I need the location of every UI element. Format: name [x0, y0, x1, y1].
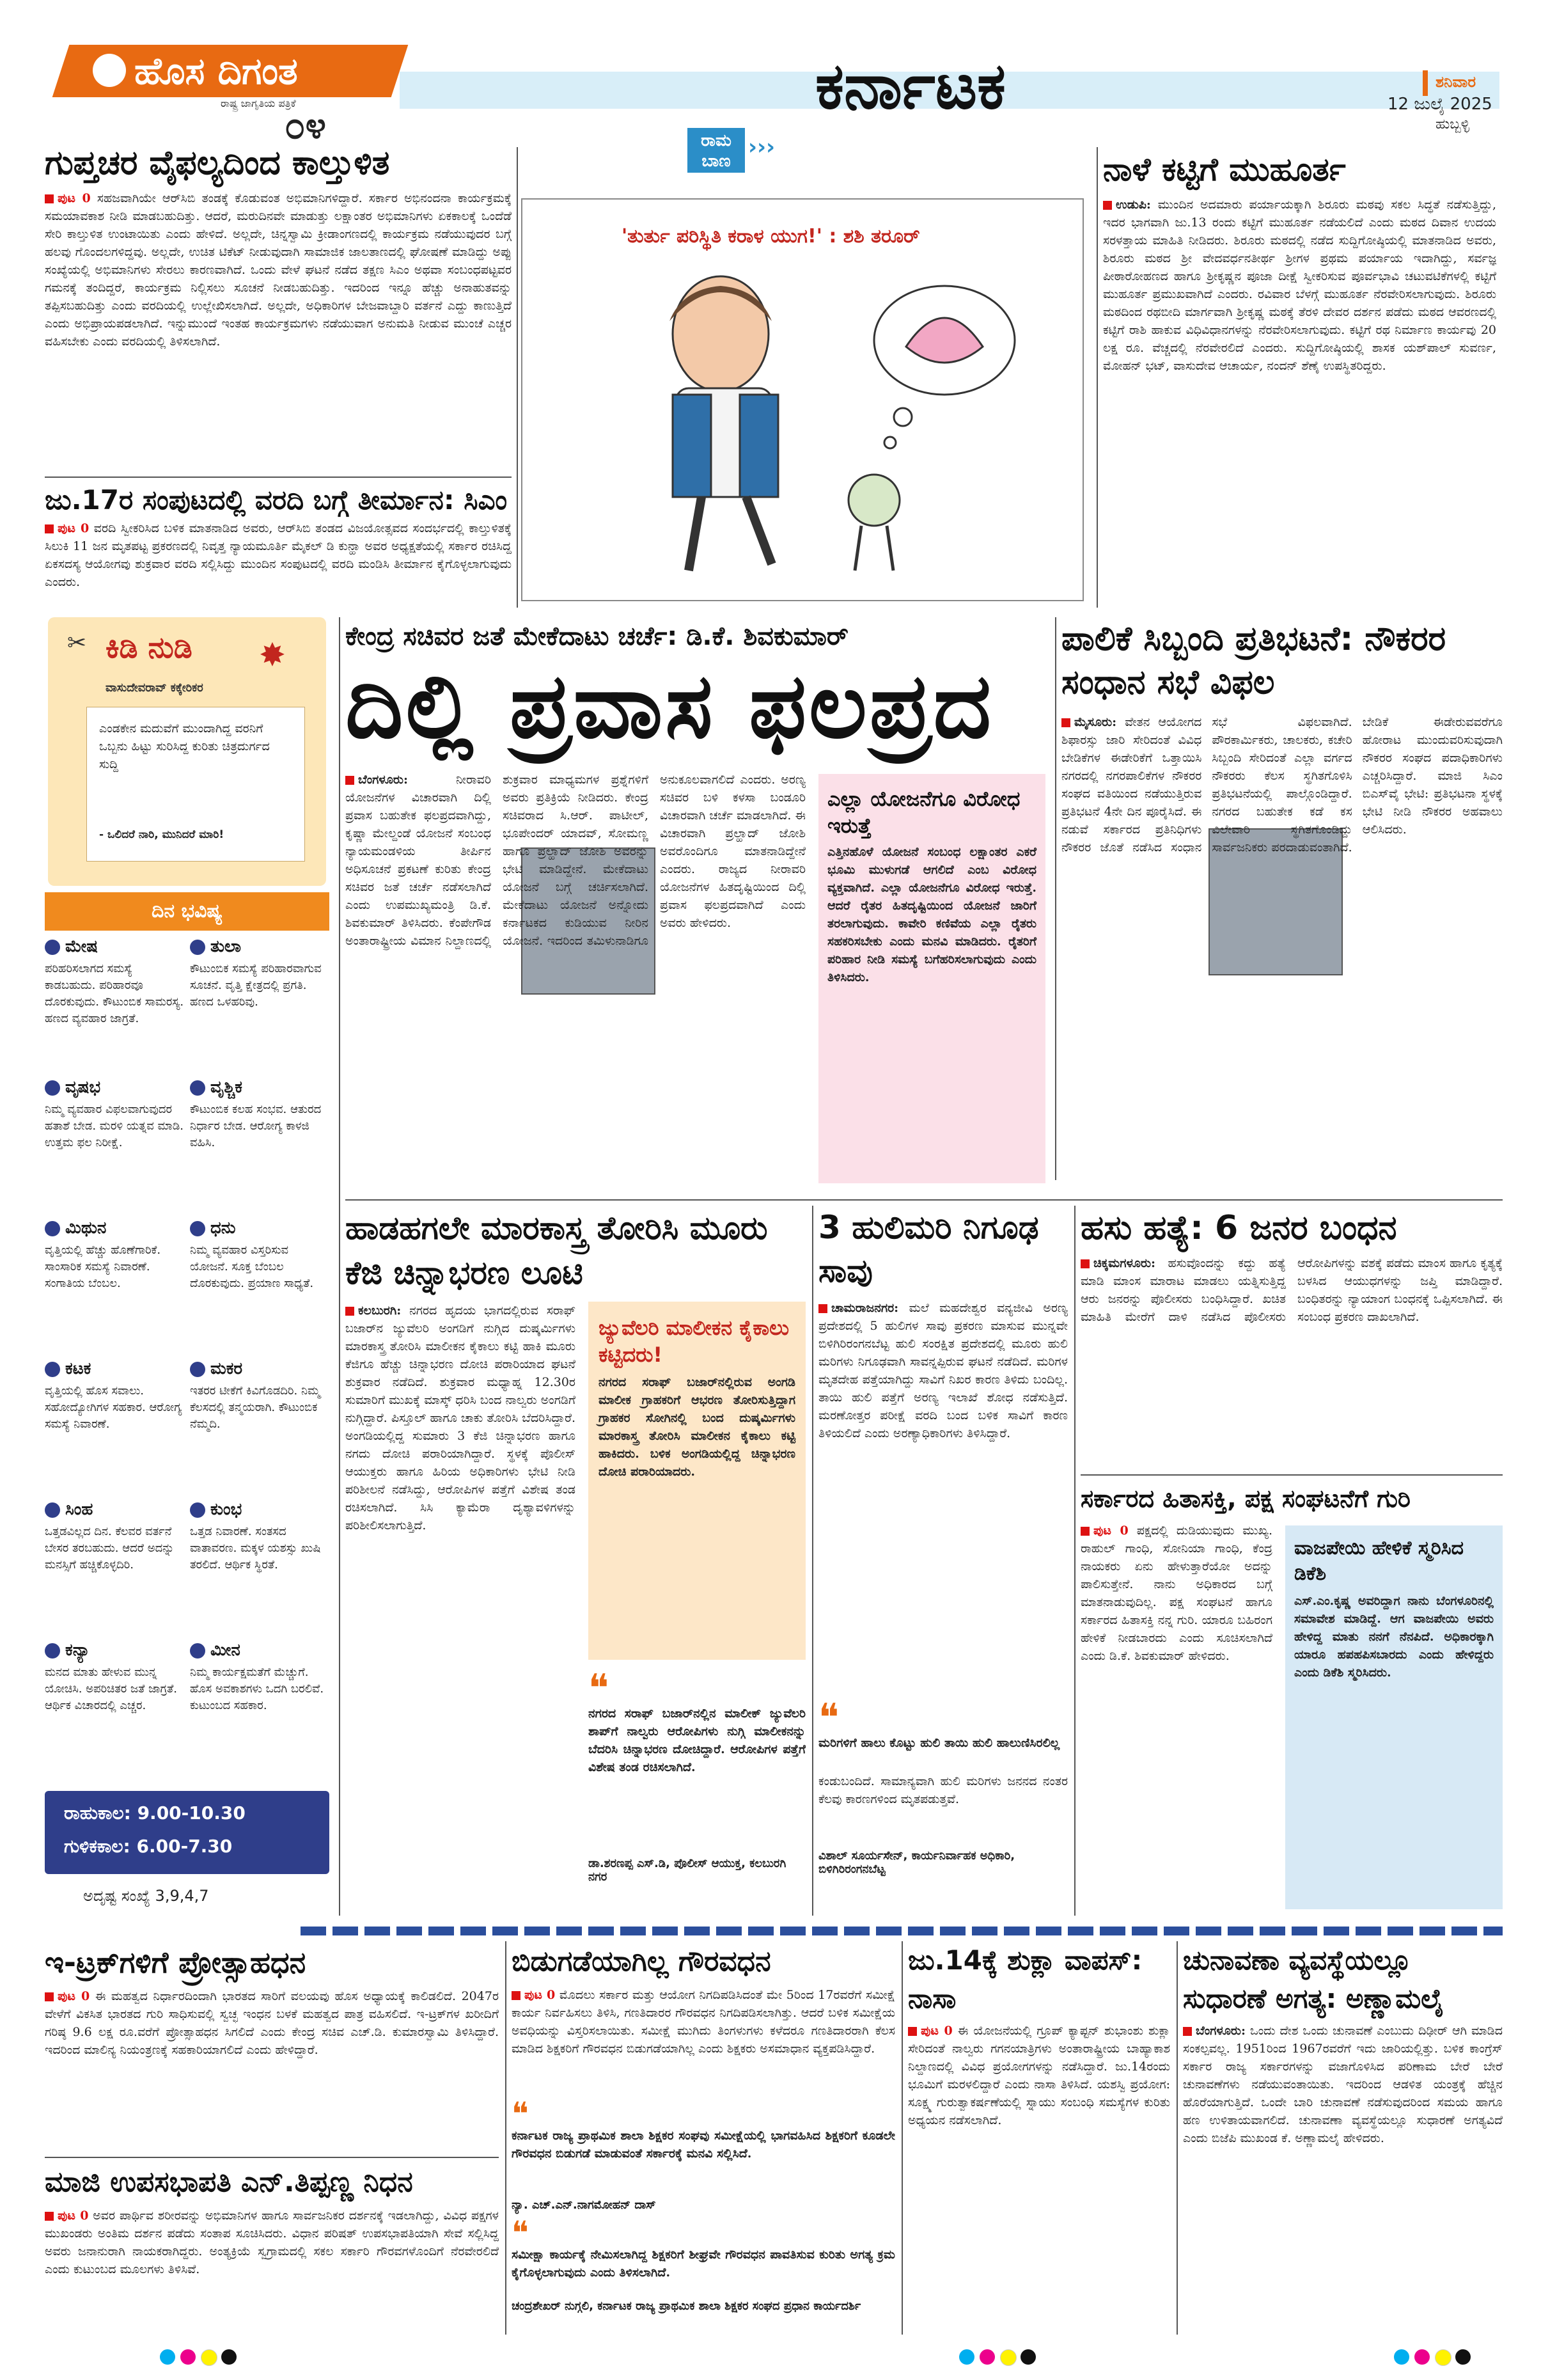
sign-text: ಒತ್ತಡವಿಲ್ಲದ ದಿನ. ಕೆಲವರ ವರ್ತನೆ ಬೇಸರ ತರಬಹುದು. ಆದರೆ ಅದನ್ನು ಮನಸ್ಸಿಗೆ ಹಚ್ಚಿಕೊಳ್ಳದಿರಿ.: [45, 1525, 175, 1572]
quote-text: ಸಮೀಕ್ಷಾ ಕಾರ್ಯಕ್ಕೆ ನೇಮಿಸಲಾಗಿದ್ದ ಶಿಕ್ಷಕರಿಗೆ ಶೀಘ್ರವೇ ಗೌರವಧನ ಪಾವತಿಸುವ ಕುರಿತು ಅಗತ್ಯ ಕ್ರಮ ಕೈಗೊಳ್ಳಲಾಗುವುದು ಎಂದು ತಿಳಿಸಲಾಗಿದೆ.: [512, 2248, 895, 2280]
sign-text: ಒತ್ತಡ ನಿವಾರಣೆ. ಸಂತಸದ ವಾತಾವರಣ. ಮಕ್ಕಳ ಯಶಸ್ಸು ಖುಷಿ ತರಲಿದೆ. ಆರ್ಥಿಕ ಸ್ಥಿರತೆ.: [190, 1525, 321, 1572]
sign-text: ನಿಮ್ಮ ವ್ಯವಹಾರ ವಿಸ್ತರಿಸುವ ಯೋಜನೆ. ಸೂಕ್ತ ಬೆಂಬಲ ದೊರಕುವುದು. ಪ್ರಯಾಣ ಸಾಧ್ಯತೆ.: [190, 1243, 314, 1290]
horoscope-sign: [45, 1218, 184, 1354]
quote-icon: ❝: [588, 1666, 609, 1711]
story-body: ಪುಟ 0 ಅವರ ಪಾರ್ಥಿವ ಶರೀರವನ್ನು ಅಭಿಮಾನಿಗಳ ಹಾಗೂ ಸಾರ್ವಜನಿಕರ ದರ್ಶನಕ್ಕೆ ಇಡಲಾಗಿದ್ದು, ವಿವಿಧ ಪಕ್ಷಗಳ ಮುಖಂಡರು ಅಂತಿಮ ದರ್ಶನ ಪಡೆದು ಸಂತಾಪ ಸೂಚಿಸಿದರು. ವಿಧಾನ ಪರಿಷತ್ ಉಪಸಭಾಪತಿಯಾಗಿ ಸೇವೆ ಸಲ್ಲಿಸಿದ್ದ ಅವರು ಜನಾನುರಾಗಿ ನಾಯಕರಾಗಿದ್ದರು. ಅಂತ್ಯಕ್ರಿಯೆ ಸ್ವಗ್ರಾಮದಲ್ಲಿ ಸಕಲ ಸರ್ಕಾರಿ ಗೌರವಗಳೊಂದಿಗೆ ನೆರವೇರಲಿದೆ ಎಂದು ಕುಟುಂಬದ ಮೂಲಗಳು ತಿಳಿಸಿವೆ.: [45, 2209, 499, 2276]
story-body: ಕಲಬುರಗಿ: ನಗರದ ಹೃದಯ ಭಾಗದಲ್ಲಿರುವ ಸರಾಫ್ ಬಜಾರ್‌ನ ಜ್ಯುವೆಲರಿ ಅಂಗಡಿಗೆ ನುಗ್ಗಿದ ದುಷ್ಕರ್ಮಿಗಳು ಮಾರಕಾಸ್ತ್ರ ತೋರಿಸಿ ಮಾಲೀಕನ ಕೈಕಾಲು ಕಟ್ಟಿ ಹಾಕಿ ಮೂರು ಕೆಜಿಗೂ ಹೆಚ್ಚು ಚಿನ್ನಾಭರಣ ದೋಚಿ ಪರಾರಿಯಾದ ಘಟನೆ ಶುಕ್ರವಾರ ನಡೆದಿದೆ. ಶುಕ್ರವಾರ ಮಧ್ಯಾಹ್ನ 12.30ರ ಸುಮಾರಿಗೆ ಮುಖಕ್ಕೆ ಮಾಸ್ಕ್ ಧರಿಸಿ ಬಂದ ನಾಲ್ವರು ಅಂಗಡಿಗೆ ನುಗ್ಗಿದ್ದಾರೆ. ಪಿಸ್ತೂಲ್ ಹಾಗೂ ಚಾಕು ತೋರಿಸಿ ಬೆದರಿಸಿದ್ದಾರೆ. ಅಂಗಡಿಯಲ್ಲಿದ್ದ ಸುಮಾರು 3 ಕೆಜಿ ಚಿನ್ನಾಭರಣ ಹಾಗೂ ನಗದು ದೋಚಿ ಪರಾರಿಯಾಗಿದ್ದಾರೆ. ಸ್ಥಳಕ್ಕೆ ಪೊಲೀಸ್ ಆಯುಕ್ತರು ಹಾಗೂ ಹಿರಿಯ ಅಧಿಕಾರಿಗಳು ಭೇಟಿ ನೀಡಿ ಪರಿಶೀಲನೆ ನಡೆಸಿದ್ದು, ಆರೋಪಿಗಳ ಪತ್ತೆಗೆ ವಿಶೇಷ ತಂಡ ರಚಿಸಲಾಗಿದೆ. ಸಿಸಿ ಕ್ಯಾಮೆರಾ ದೃಶ್ಯಾವಳಿಗಳನ್ನು ಪರಿಶೀಲಿಸಲಾಗುತ್ತಿದೆ.: [345, 1304, 575, 1533]
story-body: ಪುಟ 0 ಪಕ್ಷದಲ್ಲಿ ದುಡಿಯುವುದು ಮುಖ್ಯ. ರಾಹುಲ್ ಗಾಂಧಿ, ಸೋನಿಯಾ ಗಾಂಧಿ, ಕೆಂದ್ರ ನಾಯಕರು ಏನು ಹೇಳುತ್ತಾರೆಯೋ ಅದನ್ನು ಪಾಲಿಸುತ್ತೇನೆ. ನಾನು ಅಧಿಕಾರದ ಬಗ್ಗೆ ಮಾತನಾಡುವುದಿಲ್ಲ. ಪಕ್ಷ ಸಂಘಟನೆ ಹಾಗೂ ಸರ್ಕಾರದ ಹಿತಾಸಕ್ತಿ ನನ್ನ ಗುರಿ. ಯಾರೂ ಬಹಿರಂಗ ಹೇಳಿಕೆ ನೀಡಬಾರದು ಎಂದು ಸೂಚಿಸಲಾಗಿದೆ ಎಂದು ಡಿ.ಕೆ. ಶಿವಕುಮಾರ್ ಹೇಳಿದರು.: [1081, 1524, 1272, 1663]
cartoon-caption: 'ತುರ್ತು ಪರಿಸ್ಥಿತಿ ಕರಾಳ ಯುಗ!' : ಶಶಿ ತರೂರ್: [622, 225, 920, 248]
sign-name: ತುಲಾ: [210, 937, 242, 956]
logo-text: ಹೊಸ ದಿಗಂತ: [134, 49, 298, 93]
story-delhi-visit: [345, 617, 1049, 1193]
quote-text: ನಗರದ ಸರಾಫ್ ಬಜಾರ್‌ನಲ್ಲಿನ ಮಾಲೀಕ್ ಜ್ಯುವೆಲರಿ ಶಾಪ್‌ಗೆ ನಾಲ್ವರು ಆರೋಪಿಗಳು ನುಗ್ಗಿ ಮಾಲೀಕನನ್ನು ಬೆದರಿಸಿ ಚಿನ್ನಾಭರಣ ದೋಚಿದ್ದಾರೆ. ಆರೋಪಿಗಳ ಪತ್ತೆಗೆ ವಿಶೇಷ ತಂಡ ರಚಿಸಲಾಗಿದೆ.: [588, 1706, 806, 1774]
story-palike-protest: [1061, 617, 1503, 1180]
zodiac-icon: [190, 1502, 205, 1518]
cartoon-panel[interactable]: [521, 198, 1084, 601]
headline[interactable]: ನಾಳೆ ಕಟ್ಟಿಗೆ ಮುಹೂರ್ತ: [1103, 151, 1346, 188]
scissors-icon: ✂: [67, 630, 87, 656]
horoscope-sign: [190, 1078, 329, 1213]
story-gold-robbery: [345, 1206, 806, 1916]
quote-icon: ❝: [818, 1696, 840, 1740]
headline[interactable]: ಇ-ಟ್ರಕ್‌ಗಳಿಗೆ ಪ್ರೋತ್ಸಾಹಧನ: [45, 1945, 306, 1980]
kidi-nudi-column: [48, 617, 326, 886]
sign-text: ವೃತ್ತಿಯಲ್ಲಿ ಹೊಸ ಸವಾಲು. ಸಹೋದ್ಯೋಗಿಗಳ ಸಹಕಾರ. ಆರೋಗ್ಯ ಸಮಸ್ಯೆ ನಿವಾರಣೆ.: [45, 1384, 182, 1431]
sign-text: ಕೌಟುಂಬಿಕ ಕಲಹ ಸಂಭವ. ಆತುರದ ನಿರ್ಧಾರ ಬೇಡ. ಆರೋಗ್ಯ ಕಾಳಜಿ ವಹಿಸಿ.: [190, 1103, 322, 1149]
page-number: ೦೪: [285, 104, 326, 147]
sidebar-owner-tied: [588, 1302, 806, 1660]
story-body: ಉಡುಪಿ: ಮುಂದಿನ ಅದಮಾರು ಪರ್ಯಾಯಕ್ಕಾಗಿ ಶಿರೂರು ಮಠವು ಸಕಲ ಸಿದ್ಧತೆ ನಡೆಸುತ್ತಿದ್ದು, ಇದರ ಭಾಗವಾಗಿ ಜು.13 ರಂದು ಕಟ್ಟಿಗೆ ಮುಹೂರ್ತ ನಡೆಯಲಿದೆ ಎಂದು ಮಠದ ದಿವಾನ ಉದಯ ಸರಳತ್ತಾಯ ಮಾಹಿತಿ ನೀಡಿದರು. ಶಿರೂರು ಮಠದಲ್ಲಿ ನಡೆದ ಸುದ್ದಿಗೋಷ್ಠಿಯಲ್ಲಿ ಮಾತನಾಡಿದ ಅವರು, ಶಿರೂರು ಮಠದ ಶ್ರೀ ವೇದವರ್ಧನತೀರ್ಥ ಶ್ರೀಗಳ ಪ್ರಥಮ ಪರ್ಯಾಯ ಇದಾಗಿದ್ದು, ಸರ್ವಜ್ಞ ಪೀಠಾರೋಹಣದ ಹಾಗೂ ಶ್ರೀಕೃಷ್ಣನ ಪೂಜಾ ದೀಕ್ಷೆ ಸ್ವೀಕರಿಸುವ ಪೂರ್ವಭಾವಿ ಚಟುವಟಿಕೆಗಳಲ್ಲಿ ಕಟ್ಟಿಗೆ ಮುಹೂರ್ತ ಪ್ರಮುಖವಾಗಿದೆ ಎಂದರು. ರವಿವಾರ ಬೆಳಗ್ಗೆ ಮುಹೂರ್ತ ನೆರವೇರಿಸಲಾಗುವುದು. ಶಿರೂರು ಮಠದಿಂದ ರಥಬೀದಿ ಮಾರ್ಗವಾಗಿ ಶ್ರೀಕೃಷ್ಣ ಮಠಕ್ಕೆ ತೆರಳಿ ದೇವರ ದರ್ಶನ ಪಡೆದು ಮಠದ ಆವರಣದಲ್ಲಿ ಕಟ್ಟಿಗೆ ರಾಶಿ ಹಾಕುವ ವಿಧಿವಿಧಾನಗಳನ್ನು ನೆರವೇರಿಸಲಾಗುವುದು. ಕಟ್ಟಿಗೆ ರಥ ನಿರ್ಮಾಣ ಕಾರ್ಯವು 20 ಲಕ್ಷ ರೂ. ವೆಚ್ಚದಲ್ಲಿ ನೆರವೇರಲಿದೆ ಎಂದರು. ಸುದ್ದಿಗೋಷ್ಠಿಯಲ್ಲಿ ಶಾಸಕ ಯಶ್‌ಪಾಲ್ ಸುವರ್ಣ, ಮೋಹನ್ ಭಟ್, ವಾಸುದೇವ ಆಚಾರ್ಯ, ನಂದನ್ ಶೆಣೈ ಉಪಸ್ಥಿತರಿದ್ದರು.: [1103, 198, 1496, 373]
section-title: ಕರ್ನಾಟಕ: [815, 49, 1006, 123]
rahukala: ರಾಹುಕಾಲ: 9.00-10.30: [64, 1802, 246, 1824]
quote-headline: ಮರಿಗಳಿಗೆ ಹಾಲು ಕೊಟ್ಟು ಹುಲಿ ತಾಯಿ ಹುಲಿ ಹಾಲುಣಿಸಿರಲಿಲ್ಲ: [818, 1736, 1060, 1750]
ramabana-badge: ರಾಮ ಬಾಣ: [687, 128, 745, 173]
sign-text: ವೃತ್ತಿಯಲ್ಲಿ ಹೆಚ್ಚು ಹೊಣೆಗಾರಿಕೆ. ಸಾಂಸಾರಿಕ ಸಮಸ್ಯೆ ನಿವಾರಣೆ. ಸಂಗಾತಿಯ ಬೆಂಬಲ.: [45, 1243, 161, 1290]
sign-name: ಕುಂಭ: [210, 1500, 242, 1519]
sidebar-opposition: [818, 774, 1045, 1183]
issue-day: ಶನಿವಾರ: [1435, 73, 1476, 91]
horoscope-sign: [45, 1641, 184, 1776]
chevrons-icon: ›››: [748, 134, 776, 160]
sign-name: ಮಕರ: [210, 1359, 243, 1378]
sidebar-body: ಎತ್ತಿನಹೊಳೆ ಯೋಜನೆ ಸಂಬಂಧ ಲಕ್ಷಾಂತರ ಎಕರೆ ಭೂಮಿ ಮುಳುಗಡೆ ಆಗಲಿದೆ ಎಂಬ ವಿರೋಧ ವ್ಯಕ್ತವಾಗಿದೆ. ಎಲ್ಲಾ ಯೋಜನೆಗೂ ವಿರೋಧ ಇರುತ್ತೆ. ಆದರೆ ರೈತರ ಹಿತದೃಷ್ಟಿಯಿಂದ ಯೋಜನೆ ಜಾರಿಗೆ ತರಲಾಗುವುದು. ಕಾವೇರಿ ಕಣಿವೆಯ ಎಲ್ಲಾ ರೈತರು ಸಹಕರಿಸಬೇಕು ಎಂದು ಮನವಿ ಮಾಡಿದರು. ರೈತರಿಗೆ ಪರಿಹಾರ ನೀಡಿ ಸಮಸ್ಯೆ ಬಗೆಹರಿಸಲಾಗುವುದು ಎಂದು ತಿಳಿಸಿದರು.: [827, 845, 1036, 984]
registration-marks: [0, 2344, 1541, 2370]
story-body: ಚಿಕ್ಕಮಗಳೂರು: ಹಸುವೊಂದನ್ನು ಕದ್ದು ಹತ್ಯೆ ಮಾಡಿ ಮಾಂಸ ಮಾರಾಟ ಮಾಡಲು ಯತ್ನಿಸುತ್ತಿದ್ದ ಆರು ಜನರನ್ನು ಪೊಲೀಸರು ಬಂಧಿಸಿದ್ದಾರೆ. ಖಚಿತ ಮಾಹಿತಿ ಮೇರೆಗೆ ದಾಳಿ ನಡೆಸಿದ ಪೊಲೀಸರು ಆರೋಪಿಗಳನ್ನು ವಶಕ್ಕೆ ಪಡೆದು ಮಾಂಸ ಹಾಗೂ ಕೃತ್ಯಕ್ಕೆ ಬಳಸಿದ ಆಯುಧಗಳನ್ನು ಜಪ್ತಿ ಮಾಡಿದ್ದಾರೆ. ಬಂಧಿತರನ್ನು ನ್ಯಾಯಾಂಗ ಬಂಧನಕ್ಕೆ ಒಪ್ಪಿಸಲಾಗಿದೆ. ಈ ಸಂಬಂಧ ಪ್ರಕರಣ ದಾಖಲಾಗಿದೆ.: [1081, 1256, 1503, 1324]
headline[interactable]: 3 ಹುಲಿಮರಿ ನಿಗೂಢ ಸಾವು: [818, 1209, 1039, 1289]
zodiac-icon: [45, 940, 60, 955]
quote-text: ಕರ್ನಾಟಕ ರಾಜ್ಯ ಪ್ರಾಥಮಿಕ ಶಾಲಾ ಶಿಕ್ಷಕರ ಸಂಘವು ಸಮೀಕ್ಷೆಯಲ್ಲಿ ಭಾಗವಹಿಸಿದ ಶಿಕ್ಷಕರಿಗೆ ಕೂಡಲೇ ಗೌರವಧನ ಬಿಡುಗಡೆ ಮಾಡುವಂತೆ ಸರ್ಕಾರಕ್ಕೆ ಮನವಿ ಸಲ್ಲಿಸಿದೆ.: [512, 2129, 895, 2161]
sidebar-headline: ವಾಜಪೇಯಿ ಹೇಳಿಕೆ ಸ್ಮರಿಸಿದ ಡಿಕೆಶಿ: [1294, 1537, 1464, 1585]
sidebar-headline: ಜ್ಯುವೆಲರಿ ಮಾಲೀಕನ ಕೈಕಾಲು ಕಟ್ಟಿದರು!: [598, 1316, 789, 1367]
quote-byline: ಡಾ.ಶರಣಪ್ಪ ಎಸ್.ಡಿ, ಪೊಲೀಸ್ ಆಯುಕ್ತ, ಕಲಬುರಗಿ ನಗರ: [588, 1857, 786, 1884]
sign-name: ವೃಷಭ: [65, 1078, 101, 1097]
headline[interactable]: ಜು.17ರ ಸಂಪುಟದಲ್ಲಿ ವರದಿ ಬಗ್ಗೆ ತೀರ್ಮಾನ: ಸಿಎಂ: [45, 484, 508, 516]
spark-icon: ✸: [259, 636, 286, 674]
quote-nuggali: [512, 2214, 895, 2329]
sign-text: ಇತರರ ಟೀಕೆಗೆ ಕಿವಿಗೊಡದಿರಿ. ನಿಮ್ಮ ಕೆಲಸದಲ್ಲಿ ತನ್ಮಯರಾಗಿ. ಕೌಟುಂಬಿಕ ನೆಮ್ಮದಿ.: [190, 1384, 320, 1431]
sign-name: ಧನು: [210, 1218, 236, 1238]
horoscope-sign: [45, 1359, 184, 1495]
sign-name: ಕನ್ಯಾ: [65, 1641, 90, 1660]
sign-text: ಮನದ ಮಾತು ಹೇಳುವ ಮುನ್ನ ಯೋಚಿಸಿ. ಅಪರಿಚಿತರ ಜತೆ ಜಾಗ್ರತೆ. ಆರ್ಥಿಕ ವಿಚಾರದಲ್ಲಿ ಎಚ್ಚರ.: [45, 1666, 178, 1712]
story-body: ಚಾಮರಾಜನಗರ: ಮಲೆ ಮಹದೇಶ್ವರ ವನ್ಯಜೀವಿ ಅರಣ್ಯ ಪ್ರದೇಶದಲ್ಲಿ 5 ಹುಲಿಗಳ ಸಾವು ಪ್ರಕರಣ ಮಾಸುವ ಮುನ್ನವೇ ಬಿಳಿಗಿರಿರಂಗನಬೆಟ್ಟ ಹುಲಿ ಸಂರಕ್ಷಿತ ಪ್ರದೇಶದಲ್ಲಿ ಮೂರು ಹುಲಿ ಮರಿಗಳು ನಿಗೂಢವಾಗಿ ಸಾವನ್ನಪ್ಪಿರುವ ಘಟನೆ ನಡೆದಿದೆ. ಮರಿಗಳ ಮೃತದೇಹ ಪತ್ತೆಯಾಗಿದ್ದು ಸಾವಿಗೆ ನಿಖರ ಕಾರಣ ತಿಳಿದು ಬಂದಿಲ್ಲ. ತಾಯಿ ಹುಲಿ ಪತ್ತೆಗೆ ಅರಣ್ಯ ಇಲಾಖೆ ಶೋಧ ನಡೆಸುತ್ತಿದೆ. ಮರಣೋತ್ತರ ಪರೀಕ್ಷೆ ವರದಿ ಬಂದ ಬಳಿಕ ಸಾವಿಗೆ ಕಾರಣ ತಿಳಿಯಲಿದೆ ಎಂದು ಅರಣ್ಯಾಧಿಕಾರಿಗಳು ತಿಳಿಸಿದ್ದಾರೆ.: [818, 1301, 1068, 1440]
horoscope-sign: [45, 1500, 184, 1635]
headline[interactable]: ಸರ್ಕಾರದ ಹಿತಾಸಕ್ತಿ, ಪಕ್ಷ ಸಂಘಟನೆಗೆ ಗುರಿ: [1081, 1485, 1411, 1513]
zodiac-icon: [190, 1643, 205, 1659]
section-divider: [301, 1927, 1503, 1935]
quote-byline: ಚಂದ್ರಶೇಖರ್ ನುಗ್ಗಲಿ, ಕರ್ನಾಟಕ ರಾಜ್ಯ ಪ್ರಾಥಮಿಕ ಶಾಲಾ ಶಿಕ್ಷಕರ ಸಂಘದ ಪ್ರಧಾನ ಕಾರ್ಯದರ್ಶಿ: [512, 2299, 861, 2313]
quote-byline: ನ್ಯಾ. ಎಚ್.ಎನ್.ನಾಗಮೋಹನ್ ದಾಸ್: [512, 2198, 656, 2212]
zodiac-icon: [190, 940, 205, 955]
headline[interactable]: ಮಾಜಿ ಉಪಸಭಾಪತಿ ಎನ್.ತಿಪ್ಪಣ್ಣ ನಿಧನ: [45, 2166, 413, 2198]
story-body: ಬೆಂಗಳೂರು: ನೀರಾವರಿ ಯೋಜನೆಗಳ ವಿಚಾರವಾಗಿ ದಿಲ್ಲಿ ಪ್ರವಾಸ ಬಹುತೇಕ ಫಲಪ್ರದವಾಗಿದ್ದು, ಕೃಷ್ಣಾ ಮೇಲ್ದಂಡೆ ಯೋಜನೆ ಸಂಬಂಧ ನ್ಯಾಯಮಂಡಳಿಯ ತೀರ್ಪಿನ ಅಧಿಸೂಚನೆ ಪ್ರಕಟಣೆ ಕುರಿತು ಕೇಂದ್ರ ಸಚಿವರ ಜತೆ ಚರ್ಚೆ ನಡೆಸಲಾಗಿದೆ ಎಂದು ಉಪಮುಖ್ಯಮಂತ್ರಿ ಡಿ.ಕೆ. ಶಿವಕುಮಾರ್ ತಿಳಿಸಿದರು. ಕೆಂಪೇಗೌಡ ಅಂತಾರಾಷ್ಟ್ರೀಯ ವಿಮಾನ ನಿಲ್ದಾಣದಲ್ಲಿ ಶುಕ್ರವಾರ ಮಾಧ್ಯಮಗಳ ಪ್ರಶ್ನೆಗಳಿಗೆ ಅವರು ಪ್ರತಿಕ್ರಿಯೆ ನೀಡಿದರು. ಕೇಂದ್ರ ಸಚಿವರಾದ ಸಿ.ಆರ್. ಪಾಟೀಲ್, ಭೂಪೇಂದರ್ ಯಾದವ್, ಸೋಮಣ್ಣ ಹಾಗೂ ಪ್ರಲ್ಹಾದ್ ಜೋಶಿ ಅವರನ್ನು ಭೇಟಿ ಮಾಡಿದ್ದೇನೆ. ಮೇಕೆದಾಟು ಯೋಜನೆ ಬಗ್ಗೆ ಚರ್ಚಿಸಲಾಗಿದೆ. ಮೇಕೆದಾಟು ಯೋಜನೆ ಅನ್ನೋದು ಕರ್ನಾಟಕದ ಕುಡಿಯುವ ನೀರಿನ ಯೋಜನೆ. ಇದರಿಂದ ತಮಿಳುನಾಡಿಗೂ ಅನುಕೂಲವಾಗಲಿದೆ ಎಂದರು. ಅರಣ್ಯ ಸಚಿವರ ಬಳಿ ಕಳಸಾ ಬಂಡೂರಿ ವಿಚಾರವಾಗಿ ಚರ್ಚೆ ಮಾಡಲಾಗಿದೆ. ಈ ವಿಚಾರವಾಗಿ ಪ್ರಲ್ಹಾದ್ ಜೋಶಿ ಅವರೊಂದಿಗೂ ಮಾತನಾಡಿದ್ದೇನೆ ಎಂದರು. ರಾಜ್ಯದ ನೀರಾವರಿ ಯೋಜನೆಗಳ ಹಿತದೃಷ್ಟಿಯಿಂದ ದಿಲ್ಲಿ ಪ್ರವಾಸ ಫಲಪ್ರದವಾಗಿದೆ ಎಂದು ಅವರು ಹೇಳಿದರು.: [345, 773, 806, 948]
story-party-org: [1081, 1481, 1503, 1916]
sign-text: ನಿಮ್ಮ ಕಾರ್ಯಕ್ಷಮತೆಗೆ ಮೆಚ್ಚುಗೆ. ಹೊಸ ಅವಕಾಶಗಳು ಒದಗಿ ಬರಲಿವೆ. ಕುಟುಂಬದ ಸಹಕಾರ.: [190, 1666, 324, 1712]
sign-name: ಮೀನ: [210, 1641, 240, 1660]
story-kattige-muhurta: [1103, 147, 1496, 601]
issue-city: ಹುಬ್ಬಳ್ಳಿ: [1435, 116, 1470, 132]
story-annamalai: [1183, 1941, 1503, 2335]
story-body: ಪುಟ 0 ಈ ಯೋಜನೆಯಲ್ಲಿ ಗ್ರೂಪ್ ಕ್ಯಾಪ್ಟನ್ ಶುಭಾಂಶು ಶುಕ್ಲಾ ಸೇರಿದಂತೆ ನಾಲ್ವರು ಗಗನಯಾತ್ರಿಗಳು ಅಂತಾರಾಷ್ಟ್ರೀಯ ಬಾಹ್ಯಾಕಾಶ ನಿಲ್ದಾಣದಲ್ಲಿ ವಿವಿಧ ಪ್ರಯೋಗಗಳನ್ನು ನಡೆಸಿದ್ದಾರೆ. ಜು.14ರಂದು ಭೂಮಿಗೆ ಮರಳಲಿದ್ದಾರೆ ಎಂದು ನಾಸಾ ತಿಳಿಸಿದೆ. ಯಶಸ್ವಿ ಪ್ರಯೋಗ: ಸೂಕ್ಷ್ಮ ಗುರುತ್ವಾಕರ್ಷಣೆಯಲ್ಲಿ ಸ್ನಾಯು ಸಂಬಂಧಿ ಸಮಸ್ಯೆಗಳ ಕುರಿತು ಅಧ್ಯಯನ ನಡೆಸಲಾಗಿದೆ.: [908, 2024, 1170, 2127]
column-text: ಎಂಡಕೇನ ಮದುವೆಗೆ ಮುಂದಾಗಿದ್ದ ವರನಿಗೆ ಒಬ್ಬನು ಹಿಟ್ಟು ಸುರಿಸಿದ್ದ ಕುರಿತು ಚಿತ್ರದುರ್ಗದ ಸುದ್ದಿ: [99, 721, 270, 771]
zodiac-icon: [45, 1502, 60, 1518]
headline[interactable]: ಬಿಡುಗಡೆಯಾಗಿಲ್ಲ ಗೌರವಧನ: [512, 1945, 771, 1978]
logo-block[interactable]: [48, 45, 406, 147]
story-shukla-return: [908, 1941, 1170, 2335]
story-body: ಬೆಂಗಳೂರು: ಒಂದು ದೇಶ ಒಂದು ಚುನಾವಣೆ ಎಂಬುದು ದಿಢೀರ್ ಆಗಿ ಮಾಡಿದ ಸಂಕಲ್ಪವಲ್ಲ. 1951ರಿಂದ 1967ರವರೆಗೆ ಇದು ಜಾರಿಯಲ್ಲಿತ್ತು. ಬಳಿಕ ಕಾಂಗ್ರೆಸ್ ಸರ್ಕಾರ ರಾಜ್ಯ ಸರ್ಕಾರಗಳನ್ನು ವಜಾಗೊಳಿಸಿದ ಪರಿಣಾಮ ಬೇರೆ ಬೇರೆ ಚುನಾವಣೆಗಳು ನಡೆಯುವಂತಾಯಿತು. ಇದರಿಂದ ಆಡಳಿತ ಯಂತ್ರಕ್ಕೆ ಹೆಚ್ಚಿನ ಹೊರೆಯಾಗುತ್ತಿದೆ. ಒಂದೇ ಬಾರಿ ಚುನಾವಣೆ ನಡೆಸುವುದರಿಂದ ಸಮಯ ಹಾಗೂ ಹಣ ಉಳಿತಾಯವಾಗಲಿದೆ. ಚುನಾವಣಾ ವ್ಯವಸ್ಥೆಯಲ್ಲೂ ಸುಧಾರಣೆ ಅಗತ್ಯವಿದೆ ಎಂದು ಬಿಜೆಪಿ ಮುಖಂಡ ಕೆ. ಅಣ್ಣಾಮಲೈ ಹೇಳಿದರು.: [1183, 2024, 1503, 2145]
kicker[interactable]: ಕೇಂದ್ರ ಸಚಿವರ ಜತೆ ಮೇಕೆದಾಟು ಚರ್ಚೆ: ಡಿ.ಕೆ. ಶಿವಕುಮಾರ್: [345, 622, 849, 651]
story-body: ಪುಟ 0 ಸಹಜವಾಗಿಯೇ ಆರ್‌ಸಿಬಿ ತಂಡಕ್ಕೆ ಕೊಡುವಂತ ಅಭಿಮಾನಿಗಳಿದ್ದಾರೆ. ಸರ್ಕಾರ ಅಭಿನಂದನಾ ಕಾರ್ಯಕ್ರಮಕ್ಕೆ ಸಮಯಾವಕಾಶ ನೀಡಿ ಮಾಡಬಹುದಿತ್ತು. ಆದರೆ, ಮರುದಿನವೇ ಮಾಡುತ್ತು ಲಕ್ಷಾಂತರ ಅಭಿಮಾನಿಗಳು ಏಕಕಾಲಕ್ಕೆ ಒಂದೆಡೆ ಸೇರಿ ಕಾಲ್ತುಳಿತ ಉಂಟಾಯಿತು ಎಂದು ಹೇಳಿದೆ. ಅಲ್ಲದೇ, ಚಿನ್ನಸ್ವಾಮಿ ಕ್ರೀಡಾಂಗಣದಲ್ಲಿ ಕಾರ್ಯಕ್ರಮ ನಡೆಯುವುದರ ಬಗ್ಗೆ ಹಲವು ಗೊಂದಲಗಳಿದ್ದವು. ಅಲ್ಲದೇ, ಉಚಿತ ಟಿಕೆಟ್ ನೀಡುವುದಾಗಿ ಸಾಮಾಜಿಕ ಜಾಲತಾಣದಲ್ಲಿ ಘೋಷಣೆ ಮಾಡಿದ್ದು ಅಪ್ಪು ಸಂಖ್ಯೆಯಲ್ಲಿ ಅಭಿಮಾನಿಗಳು ಸೇರಲು ಕಾರಣವಾಗಿದೆ. ಒಂದು ವೇಳೆ ಘಟನೆ ನಡೆದ ತಕ್ಷಣ ಸಿಎಂ ಅಥವಾ ಸಂಬಂಧಪಟ್ಟವರ ಗಮನಕ್ಕೆ ತಂದಿದ್ದರೆ, ಕಾರ್ಯಕ್ರಮ ನಿಲ್ಲಿಸಲು ಸೂಚನೆ ನೀಡಬಹುದಿತ್ತು. ಇದರಿಂದ ಇನ್ನೂ ಹೆಚ್ಚು ಅನಾಹುತವನ್ನು ತಪ್ಪಿಸಬಹುದಿತ್ತು ಎಂದು ವರದಿಯಲ್ಲಿ ಉಲ್ಲೇಖಿಸಲಾಗಿದೆ. ಅಲ್ಲದೇ, ಅಧಿಕಾರಿಗಳ ಬೇಜವಾಬ್ದಾರಿ ವರ್ತನೆ ಎದ್ದು ಕಾಣುತ್ತಿದೆ ಎಂದು ಅಭಿಪ್ರಾಯಪಡಲಾಗಿದೆ. ಇನ್ನುಮುಂದೆ ಇಂತಹ ಕಾರ್ಯಕ್ರಮಗಳು ನಡೆಯುವಾಗ ಅನುಮತಿ ನೀಡುವ ಮುಂಚೆ ಎಚ್ಚರ ವಹಿಸಬೇಕು ಎಂದು ವರದಿಯಲ್ಲಿ ತಿಳಿಸಲಾಗಿದೆ.: [45, 191, 512, 349]
zodiac-icon: [45, 1221, 60, 1236]
sign-name: ವೃಶ್ಚಿಕ: [210, 1078, 242, 1097]
zodiac-icon: [190, 1221, 205, 1236]
horoscope-sign: [190, 1500, 329, 1635]
story-tiger-cubs: [818, 1206, 1068, 1916]
lotus-icon: [93, 54, 126, 87]
horoscope-sign: [45, 937, 184, 1073]
quote-das: [512, 2095, 895, 2216]
headline[interactable]: ಹಾಡಹಗಲೇ ಮಾರಕಾಸ್ತ್ರ ತೋರಿಸಿ ಮೂರು ಕೆಜಿ ಚಿನ್ನಾಭರಣ ಲೂಟಿ: [345, 1210, 768, 1291]
quote-icon: ❝: [512, 2214, 529, 2251]
headline[interactable]: ಜು.14ಕ್ಕೆ ಶುಕ್ಲಾ ವಾಪಸ್: ನಾಸಾ: [908, 1944, 1143, 2014]
sign-name: ಮಿಥುನ: [65, 1218, 107, 1238]
zodiac-icon: [45, 1080, 60, 1096]
issue-date: 12 ಜುಲೈ 2025: [1388, 95, 1492, 114]
headline[interactable]: ಹಸು ಹತ್ಯೆ: 6 ಜನರ ಬಂಧನ: [1081, 1209, 1397, 1247]
headline[interactable]: ಚುನಾವಣಾ ವ್ಯವಸ್ಥೆಯಲ್ಲೂ ಸುಧಾರಣೆ ಅಗತ್ಯ: ಅಣ್ಣಾಮಲೈ: [1183, 1944, 1444, 2014]
cartoon-illustration: [561, 251, 1047, 590]
logo-tagline: ರಾಷ್ಟ್ರ ಜಾಗೃತಿಯ ಪತ್ರಿಕೆ: [221, 97, 296, 109]
zodiac-icon: [45, 1362, 60, 1377]
quote-text: ಕಂಡುಬಂದಿದೆ. ಸಾಮಾನ್ಯವಾಗಿ ಹುಲಿ ಮರಿಗಳು ಜನನದ ನಂತರ ಕೆಲವು ಕಾರಣಗಳಿಂದ ಮೃತಪಡುತ್ತವೆ.: [818, 1774, 1068, 1806]
sign-name: ಸಿಂಹ: [65, 1500, 93, 1519]
horoscope-sign: [190, 1218, 329, 1354]
quote-commissioner: [588, 1666, 806, 1909]
quote-icon: ❝: [512, 2095, 529, 2132]
quote-tiger: [818, 1696, 1068, 1900]
story-body: ಮೈಸೂರು: ವೇತನ ಆಯೋಗದ ಶಿಫಾರಸ್ಸು ಜಾರಿ ಸೇರಿದಂತೆ ವಿವಿಧ ಬೇಡಿಕೆಗಳ ಈಡೇರಿಕೆಗೆ ಒತ್ತಾಯಿಸಿ ನಗರದಲ್ಲಿ ನಗರಪಾಲಿಕೆಗಳ ನೌಕರರ ಸಂಘದ ವತಿಯಿಂದ ನಡೆಯುತ್ತಿರುವ ಪ್ರತಿಭಟನೆ 4ನೇ ದಿನ ಪೂರೈಸಿದೆ. ಈ ನಡುವೆ ಸರ್ಕಾರದ ಪ್ರತಿನಿಧಿಗಳು ನೌಕರರ ಜೊತೆ ನಡೆಸಿದ ಸಂಧಾನ ಸಭೆ ವಿಫಲವಾಗಿದೆ. ಪೌರಕಾರ್ಮಿಕರು, ಚಾಲಕರು, ಕಚೇರಿ ಸಿಬ್ಬಂದಿ ಸೇರಿದಂತೆ ಎಲ್ಲಾ ವರ್ಗದ ನೌಕರರು ಕೆಲಸ ಸ್ಥಗಿತಗೊಳಿಸಿ ಪ್ರತಿಭಟನೆಯಲ್ಲಿ ಪಾಲ್ಗೊಂಡಿದ್ದಾರೆ. ನಗರದ ಬಹುತೇಕ ಕಡೆ ಕಸ ವಿಲೇವಾರಿ ಸ್ಥಗಿತಗೊಂಡಿದ್ದು ಸಾರ್ವಜನಿಕರು ಪರದಾಡುವಂತಾಗಿದೆ. ಬೇಡಿಕೆ ಈಡೇರುವವರೆಗೂ ಹೋರಾಟ ಮುಂದುವರಿಸುವುದಾಗಿ ನೌಕರರ ಸಂಘದ ಪದಾಧಿಕಾರಿಗಳು ಎಚ್ಚರಿಸಿದ್ದಾರೆ. ಮಾಜಿ ಸಿಎಂ ಬಿಎಸ್‌ವೈ ಭೇಟಿ: ಪ್ರತಿಭಟನಾ ಸ್ಥಳಕ್ಕೆ ಭೇಟಿ ನೀಡಿ ನೌಕರರ ಅಹವಾಲು ಆಲಿಸಿದರು.: [1061, 715, 1503, 855]
story-cabinet-report: [45, 481, 512, 615]
column-author: ವಾಸುದೇವರಾವ್ ಕಕ್ಕೇರಿಕರ: [106, 681, 203, 695]
horoscope: [45, 892, 329, 1922]
column-punch: - ಒಲಿದರೆ ನಾರಿ, ಮುನಿದರೆ ಮಾರಿ!: [99, 828, 224, 841]
sidebar-body: ಎಸ್.ಎಂ.ಕೃಷ್ಣ ಅವರಿದ್ದಾಗ ನಾನು ಬೆಂಗಳೂರಿನಲ್ಲಿ ಸಮಾವೇಶ ಮಾಡಿದ್ದೆ. ಆಗ ವಾಜಪೇಯಿ ಅವರು ಹೇಳಿದ್ದ ಮಾತು ನನಗೆ ನೆನಪಿದೆ. ಅಧಿಕಾರಕ್ಕಾಗಿ ಯಾರೂ ಹಪಹಪಿಸಬಾರದು ಎಂದು ಹೇಳಿದ್ದರು ಎಂದು ಡಿಕೆಶಿ ಸ್ಮರಿಸಿದರು.: [1294, 1594, 1494, 1680]
horoscope-sign: [190, 937, 329, 1073]
story-body: ಪುಟ 0 ವರದಿ ಸ್ವೀಕರಿಸಿದ ಬಳಿಕ ಮಾತನಾಡಿದ ಅವರು, ಆರ್‌ಸಿಬಿ ತಂಡದ ವಿಜಯೋತ್ಸವದ ಸಂದರ್ಭದಲ್ಲಿ ಕಾಲ್ತುಳಿತಕ್ಕೆ ಸಿಲುಕಿ 11 ಜನ ಮೃತಪಟ್ಟ ಪ್ರಕರಣದಲ್ಲಿ ನಿವೃತ್ತ ನ್ಯಾಯಮೂರ್ತಿ ಮೈಕಲ್ ಡಿ ಕುನ್ಹಾ ಅವರ ಅಧ್ಯಕ್ಷತೆಯಲ್ಲಿ ಸರ್ಕಾರ ರಚಿಸಿದ್ದ ಏಕಸದಸ್ಯ ಆಯೋಗವು ಶುಕ್ರವಾರ ವರದಿ ಸಲ್ಲಿಸಿದ್ದು ಮುಂದಿನ ಸಂಪುಟದಲ್ಲಿ ವರದಿ ಮಂಡಿಸಿ ತೀರ್ಮಾನ ಕೈಗೊಳ್ಳಲಾಗುವುದು ಎಂದರು.: [45, 521, 512, 589]
story-thippanna-death: [45, 2162, 499, 2335]
zodiac-icon: [190, 1080, 205, 1096]
lucky-number: ಅದೃಷ್ಟ ಸಂಖ್ಯೆ 3,9,4,7: [83, 1887, 209, 1905]
zodiac-icon: [45, 1643, 60, 1659]
headline[interactable]: ದಿಲ್ಲಿ ಪ್ರವಾಸ ಫಲಪ್ರದ: [345, 654, 994, 759]
sidebar-vajpayee: [1285, 1525, 1503, 1909]
sign-name: ಕಟಕ: [65, 1359, 91, 1378]
column-title: ಕಿಡಿ ನುಡಿ: [106, 630, 192, 665]
quote-byline: ವಿಶಾಲ್ ಸೂರ್ಯಸೇನ್, ಕಾರ್ಯನಿರ್ವಾಹಕ ಅಧಿಕಾರಿ, ಬಿಳಿಗಿರಿರಂಗನಬೆಟ್ಟ: [818, 1849, 1015, 1876]
story-cow-slaughter: [1081, 1206, 1503, 1468]
headline[interactable]: ಪಾಲಿಕೆ ಸಿಬ್ಬಂದಿ ಪ್ರತಿಭಟನೆ: ನೌಕರರ ಸಂಧಾನ ಸಭೆ ವಿಫಲ: [1061, 620, 1446, 702]
story-intelligence-failure: [45, 141, 512, 473]
horoscope-sign: [190, 1641, 329, 1776]
horoscope-sign: [45, 1078, 184, 1213]
sign-name: ಮೇಷ: [65, 937, 98, 956]
sign-text: ಕೌಟುಂಬಿಕ ಸಮಸ್ಯೆ ಪರಿಹಾರವಾಗುವ ಸೂಚನೆ. ವೃತ್ತಿ ಕ್ಷೇತ್ರದಲ್ಲಿ ಪ್ರಗತಿ. ಹಣದ ಒಳಹರಿವು.: [190, 962, 322, 1009]
story-honorarium: [512, 1941, 895, 2335]
horoscope-title: ದಿನ ಭವಿಷ್ಯ: [45, 892, 329, 931]
story-e-trucks: [45, 1941, 499, 2152]
horoscope-sign: [190, 1359, 329, 1495]
sidebar-body: ನಗರದ ಸರಾಫ್ ಬಜಾರ್‌ನಲ್ಲಿರುವ ಅಂಗಡಿ ಮಾಲೀಕ ಗ್ರಾಹಕರಿಗೆ ಆಭರಣ ತೋರಿಸುತ್ತಿದ್ದಾಗ ಗ್ರಾಹಕರ ಸೋಗಿನಲ್ಲಿ ಬಂದ ದುಷ್ಕರ್ಮಿಗಳು ಮಾರಕಾಸ್ತ್ರ ತೋರಿಸಿ ಮಾಲೀಕನ ಕೈಕಾಲು ಕಟ್ಟಿ ಹಾಕಿದರು. ಬಳಿಕ ಅಂಗಡಿಯಲ್ಲಿದ್ದ ಚಿನ್ನಾಭರಣ ದೋಚಿ ಪರಾರಿಯಾದರು.: [598, 1375, 795, 1479]
sign-text: ನಿಮ್ಮ ವ್ಯವಹಾರ ವಿಫಲವಾಗುವುದರ ಹತಾಶೆ ಬೇಡ. ಮರಳಿ ಯತ್ನವ ಮಾಡಿ. ಉತ್ತಮ ಫಲ ನಿರೀಕ್ಷೆ.: [45, 1103, 184, 1149]
date-strip: [1423, 70, 1428, 96]
sign-text: ಪರಿಹರಿಸಲಾಗದ ಸಮಸ್ಯೆ ಕಾಡಬಹುದು. ಪರಿಹಾರವೂ ದೊರಕುವುದು. ಕೌಟುಂಬಿಕ ಸಾಮರಸ್ಯ. ಹಣದ ವ್ಯವಹಾರ ಜಾಗ್ರತೆ.: [45, 962, 184, 1025]
headline[interactable]: ಗುಪ್ತಚರ ವೈಫಲ್ಯದಿಂದ ಕಾಲ್ತುಳಿತ: [45, 144, 390, 182]
story-body: ಪುಟ 0 ಈ ಮಹತ್ವದ ನಿರ್ಧಾರದಿಂದಾಗಿ ಭಾರತದ ಸಾರಿಗೆ ವಲಯವು ಹೊಸ ಅಧ್ಯಾಯಕ್ಕೆ ಕಾಲಿಡಲಿದೆ. 2047ರ ವೇಳೆಗೆ ವಿಕಸಿತ ಭಾರತದ ಗುರಿ ಸಾಧಿಸುವಲ್ಲಿ ಸ್ವಚ್ಛ ಇಂಧನ ಬಳಕೆ ಮಹತ್ವದ ಪಾತ್ರ ವಹಿಸಲಿದೆ. ಇ-ಟ್ರಕ್‌ಗಳ ಖರೀದಿಗೆ ಗರಿಷ್ಠ 9.6 ಲಕ್ಷ ರೂ.ವರೆಗೆ ಪ್ರೋತ್ಸಾಹಧನ ಸಿಗಲಿದೆ ಎಂದು ಕೇಂದ್ರ ಸಚಿವ ಎಚ್.ಡಿ. ಕುಮಾರಸ್ವಾಮಿ ತಿಳಿಸಿದ್ದಾರೆ. ಇದರಿಂದ ಮಾಲಿನ್ಯ ನಿಯಂತ್ರಣಕ್ಕೆ ಸಹಕಾರಿಯಾಗಲಿದೆ ಎಂದು ಹೇಳಿದ್ದಾರೆ.: [45, 1989, 499, 2057]
zodiac-icon: [190, 1362, 205, 1377]
sidebar-headline: ಎಲ್ಲಾ ಯೋಜನೆಗೂ ವಿರೋಧ ಇರುತ್ತೆ: [827, 787, 1021, 838]
story-body: ಪುಟ 0 ಮೊದಲು ಸರ್ಕಾರ ಮತ್ತು ಆಯೋಗ ನಿಗದಿಪಡಿಸಿದಂತೆ ಮೇ 5ರಿಂದ 17ರವರೆಗೆ ಸಮೀಕ್ಷೆ ಕಾರ್ಯ ನಿರ್ವಹಿಸಲು ತಿಳಿಸಿ, ಗಣತಿದಾರರ ಗೌರವಧನ ನಿಗದಿಪಡಿಸಲಾಗಿತ್ತು. ಆದರೆ ಬಳಿಕ ಸಮೀಕ್ಷೆಯ ಅವಧಿಯನ್ನು ವಿಸ್ತರಿಸಲಾಯಿತು. ಸಮೀಕ್ಷೆ ಮುಗಿದು ತಿಂಗಳುಗಳು ಕಳೆದರೂ ಗಣತಿದಾರರಾಗಿ ಕೆಲಸ ಮಾಡಿದ ಶಿಕ್ಷಕರಿಗೆ ಗೌರವಧನ ಬಿಡುಗಡೆಯಾಗಿಲ್ಲ ಎಂದು ಶಿಕ್ಷಕರು ಅಸಮಾಧಾನ ವ್ಯಕ್ತಪಡಿಸಿದ್ದಾರೆ.: [512, 1988, 895, 2056]
kala-box: [45, 1791, 329, 1874]
gulika: ಗುಳಿಕಕಾಲ: 6.00-7.30: [64, 1836, 233, 1857]
